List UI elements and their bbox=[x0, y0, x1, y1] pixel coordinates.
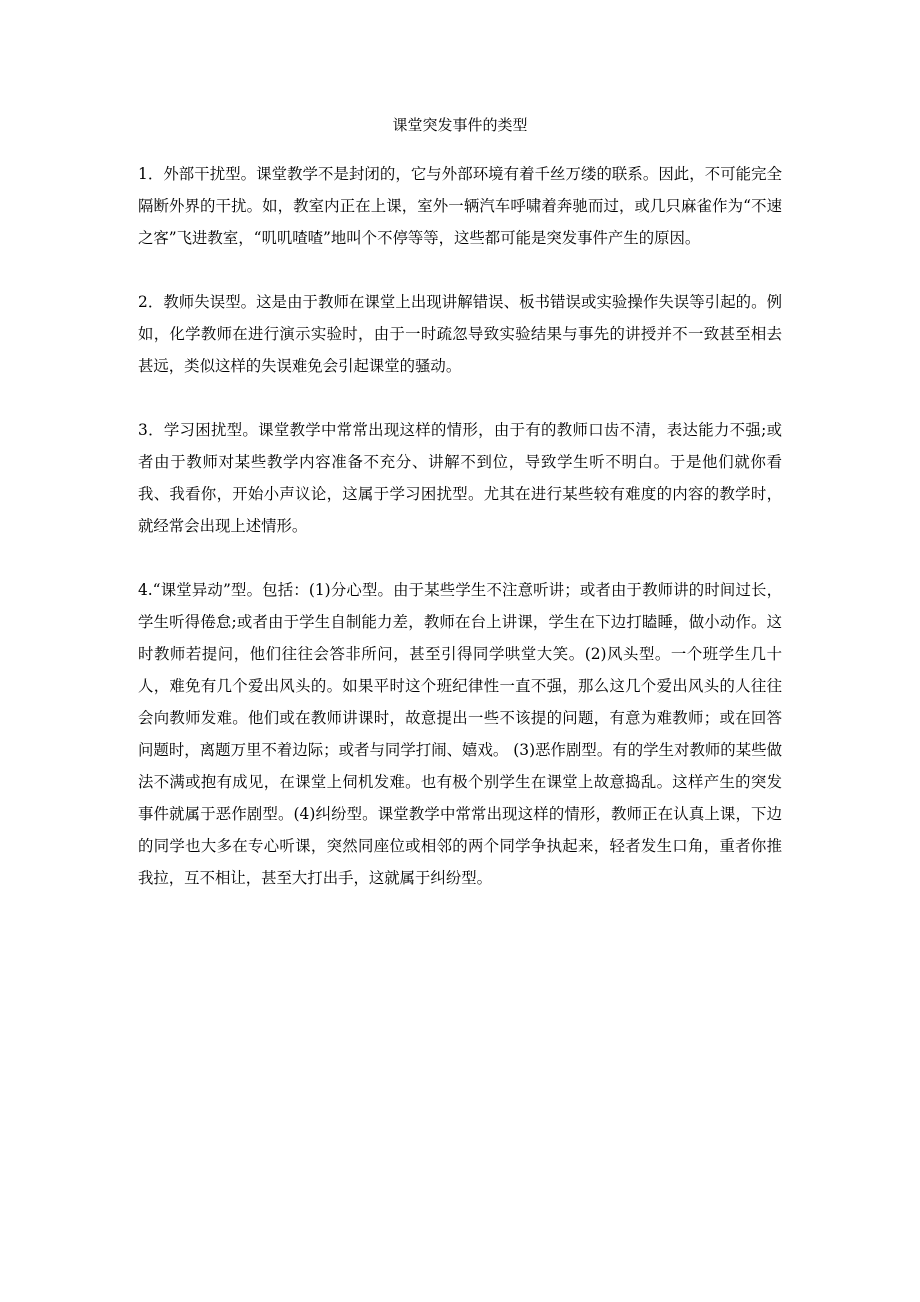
paragraph-external-interference: 1．外部干扰型。课堂教学不是封闭的，它与外部环境有着千丝万缕的联系。因此，不可能完全隔断外界的干扰。如，教室内正在上课，室外一辆汽车呼啸着奔驰而过，或几只麻雀作为“不速之客”飞进教室，“叽叽喳喳”地叫个不停等等，这些都可能是突发事件产生的原因。 bbox=[138, 165, 782, 247]
document-body bbox=[138, 158, 782, 894]
paragraph-teacher-error: 2．教师失误型。这是由于教师在课堂上出现讲解错误、板书错误或实验操作失误等引起的。例如，化学教师在进行演示实验时，由于一时疏忽导致实验结果与事先的讲授并不一致甚至相去甚远，类似这样的失误难免会引起课堂的骚动。 bbox=[138, 293, 782, 375]
paragraph-learning-difficulty: 3．学习困扰型。课堂教学中常常出现这样的情形，由于有的教师口齿不清，表达能力不强;或者由于教师对某些教学内容准备不充分、讲解不到位，导致学生听不明白。于是他们就你看我、我看你，开始小声议论，这属于学习困扰型。尤其在进行某些较有难度的内容的教学时，就经常会出现上述情形。 bbox=[138, 421, 782, 535]
paragraph-classroom-disturbance: 4.“课堂异动”型。包括：(1)分心型。由于某些学生不注意听讲；或者由于教师讲的时间过长，学生听得倦怠;或者由于学生自制能力差，教师在台上讲课，学生在下边打瞌睡，做小动作。这时教师若提问，他们往往会答非所问，甚至引得同学哄堂大笑。(2)风头型。一个班学生几十人，难免有几个爱出风头的。如果平时这个班纪律性一直不强，那么这几个爱出风头的人往往会向教师发难。他们或在教师讲课时，故意提出一些不该提的问题，有意为难教师；或在回答问题时，离题万里不着边际；或者与同学打闹、嬉戏。 (3)恶作剧型。有的学生对教师的某些做法不满或抱有成见，在课堂上伺机发难。也有极个别学生在课堂上故意捣乱。这样产生的突发事件就属于恶作剧型。(4)纠纷型。课堂教学中常常出现这样的情形，教师正在认真上课，下边的同学也大多在专心听课，突然同座位或相邻的两个同学争执起来，轻者发生口角，重者你推我拉，互不相让，甚至大打出手，这就属于纠纷型。 bbox=[138, 581, 782, 887]
document-title: 课堂突发事件的类型 bbox=[392, 116, 528, 134]
